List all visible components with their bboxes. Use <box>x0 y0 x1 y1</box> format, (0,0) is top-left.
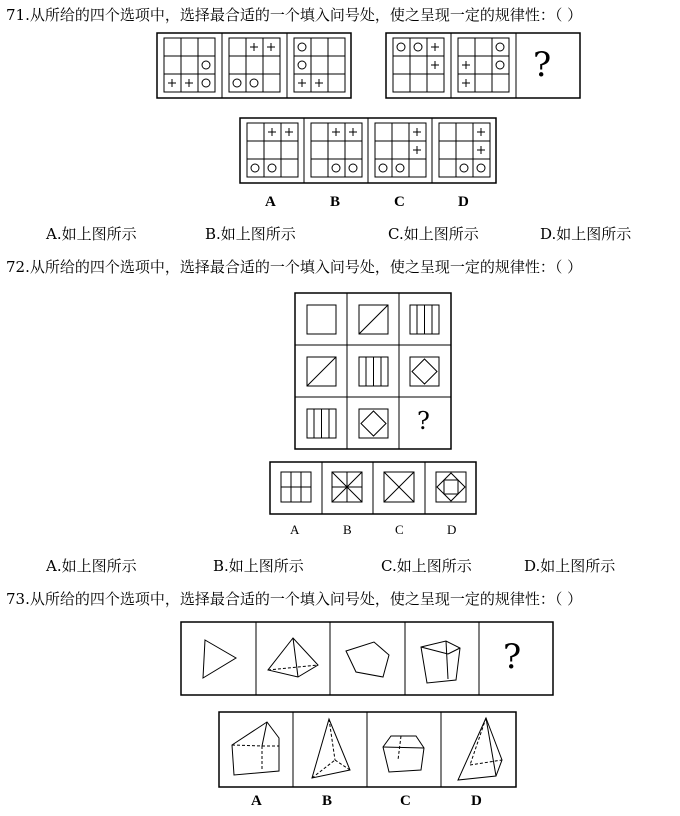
q71-question-mark: ? <box>533 45 552 85</box>
q71-choice-b[interactable]: B.如上图所示 <box>205 225 296 243</box>
q73-options <box>219 712 516 787</box>
q73-label-d: D <box>471 793 482 809</box>
q72-choice-c[interactable]: C.如上图所示 <box>381 557 472 575</box>
q72-question-mark: ? <box>417 407 430 435</box>
question-72-prompt: 72.从所给的四个选项中，选择最合适的一个填入问号处，使之呈现一定的规律性：（ ） <box>6 258 583 276</box>
q71-choice-a[interactable]: A.如上图所示 <box>46 225 137 243</box>
q73-label-a: A <box>251 793 262 809</box>
q73-question-mark: ? <box>503 637 522 677</box>
q72-choice-b[interactable]: B.如上图所示 <box>213 557 304 575</box>
q71-label-d: D <box>458 194 469 210</box>
q71-label-c: C <box>394 194 405 210</box>
q71-label-a: A <box>265 194 276 210</box>
q72-options <box>270 462 476 514</box>
q71-choice-c[interactable]: C.如上图所示 <box>388 225 479 243</box>
q72-label-a: A <box>290 522 300 537</box>
q72-choice-d[interactable]: D.如上图所示 <box>524 557 616 575</box>
q73-label-b: B <box>322 793 333 809</box>
q71-label-b: B <box>330 194 341 210</box>
question-73-prompt: 73.从所给的四个选项中，选择最合适的一个填入问号处，使之呈现一定的规律性：（ ） <box>6 590 583 608</box>
q71-options <box>240 118 496 183</box>
q72-label-b: B <box>343 522 352 537</box>
q71-choice-d[interactable]: D.如上图所示 <box>540 225 632 243</box>
q72-label-d: D <box>447 522 457 537</box>
q72-choice-a[interactable]: A.如上图所示 <box>46 557 137 575</box>
q72-label-c: C <box>395 522 404 537</box>
question-71-prompt: 71.从所给的四个选项中，选择最合适的一个填入问号处，使之呈现一定的规律性：（ ） <box>6 6 583 24</box>
q73-sequence <box>181 622 553 695</box>
q73-label-c: C <box>400 793 411 809</box>
q71-sequence-left <box>157 33 351 98</box>
